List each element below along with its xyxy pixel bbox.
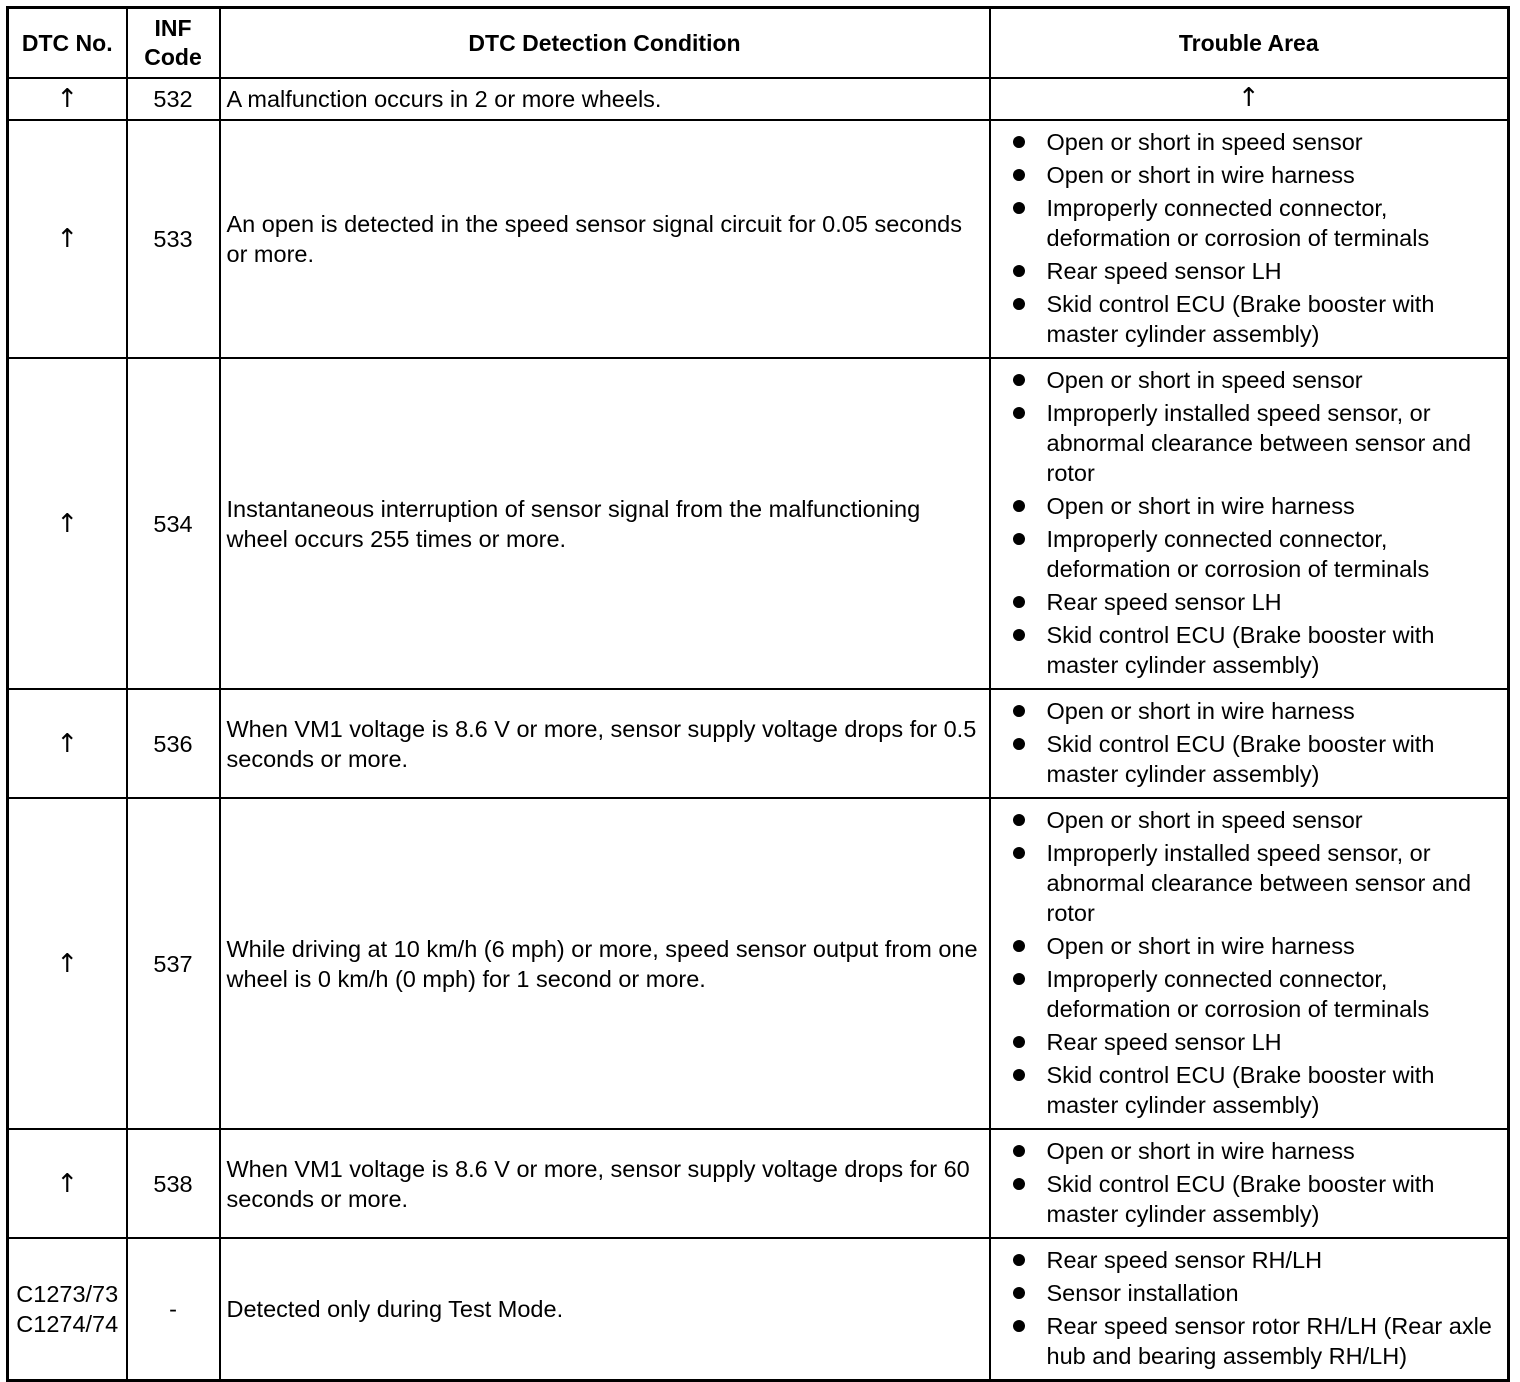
trouble-item: Skid control ECU (Brake booster with master cylinder assembly)	[995, 1169, 1504, 1229]
trouble-item: Skid control ECU (Brake booster with master cylinder assembly)	[995, 729, 1504, 789]
table-row	[8, 120, 1509, 358]
trouble-item: Rear speed sensor LH	[995, 587, 1504, 617]
condition-cell: When VM1 voltage is 8.6 V or more, sensor supply voltage drops for 60 seconds or more.	[220, 1129, 990, 1238]
trouble-area-cell	[990, 689, 1509, 798]
dtc-code: C1274/74	[16, 1311, 119, 1337]
dtc-cell	[8, 1129, 127, 1238]
inf-code-cell: 533	[127, 120, 220, 358]
header-condition: DTC Detection Condition	[220, 8, 990, 79]
dtc-cell	[8, 78, 127, 120]
table-row	[8, 1238, 1509, 1381]
trouble-list	[995, 805, 1504, 1120]
trouble-item: Skid control ECU (Brake booster with master cylinder assembly)	[995, 1060, 1504, 1120]
trouble-item: Open or short in speed sensor	[995, 127, 1504, 157]
trouble-item: Improperly installed speed sensor, or abnormal clearance between sensor and rotor	[995, 398, 1504, 488]
trouble-item: Open or short in speed sensor	[995, 805, 1504, 835]
table-row	[8, 689, 1509, 798]
ditto-arrow-icon: ↑	[1237, 83, 1260, 113]
trouble-list	[995, 1245, 1504, 1371]
trouble-item: Open or short in wire harness	[995, 160, 1504, 190]
trouble-item: Improperly installed speed sensor, or abnormal clearance between sensor and rotor	[995, 838, 1504, 928]
trouble-list	[995, 365, 1504, 680]
table-row	[8, 1129, 1509, 1238]
table-row	[8, 798, 1509, 1129]
inf-code-cell: 532	[127, 78, 220, 120]
trouble-item: Improperly connected connector, deformation or corrosion of terminals	[995, 964, 1504, 1024]
trouble-item: Open or short in wire harness	[995, 491, 1504, 521]
trouble-item: Improperly connected connector, deformation or corrosion of terminals	[995, 193, 1504, 253]
inf-code-cell: 538	[127, 1129, 220, 1238]
condition-cell: While driving at 10 km/h (6 mph) or more, speed sensor output from one wheel is 0 km/h (0 mph) for 1 second or more.	[220, 798, 990, 1129]
inf-code-cell: -	[127, 1238, 220, 1381]
header-row	[8, 8, 1509, 79]
trouble-list	[995, 1136, 1504, 1229]
inf-code-cell: 534	[127, 358, 220, 689]
dtc-cell	[8, 358, 127, 689]
header-inf-code	[127, 8, 220, 79]
header-trouble-area: Trouble Area	[990, 8, 1509, 79]
ditto-arrow-icon: ↑	[56, 508, 79, 539]
ditto-arrow-icon: ↑	[56, 1168, 79, 1199]
condition-cell: A malfunction occurs in 2 or more wheels.	[220, 78, 990, 120]
trouble-item: Sensor installation	[995, 1278, 1504, 1308]
trouble-area-cell	[990, 120, 1509, 358]
trouble-item: Rear speed sensor rotor RH/LH (Rear axle hub and bearing assembly RH/LH)	[995, 1311, 1504, 1371]
trouble-item: Skid control ECU (Brake booster with master cylinder assembly)	[995, 289, 1504, 349]
table-row	[8, 78, 1509, 120]
trouble-item: Open or short in speed sensor	[995, 365, 1504, 395]
trouble-area-cell	[990, 78, 1509, 120]
trouble-item: Rear speed sensor LH	[995, 256, 1504, 286]
condition-cell: When VM1 voltage is 8.6 V or more, sensor supply voltage drops for 0.5 seconds or more.	[220, 689, 990, 798]
header-inf-code-line1: INF	[154, 15, 192, 41]
condition-cell: An open is detected in the speed sensor signal circuit for 0.05 seconds or more.	[220, 120, 990, 358]
dtc-cell	[8, 689, 127, 798]
ditto-arrow-icon: ↑	[56, 948, 79, 979]
dtc-cell	[8, 120, 127, 358]
trouble-item: Improperly connected connector, deformation or corrosion of terminals	[995, 524, 1504, 584]
ditto-arrow-icon: ↑	[56, 224, 79, 254]
trouble-item: Open or short in wire harness	[995, 1136, 1504, 1166]
trouble-item: Skid control ECU (Brake booster with master cylinder assembly)	[995, 620, 1504, 680]
dtc-cell	[8, 798, 127, 1129]
trouble-list	[995, 696, 1504, 789]
header-inf-code-line2: Code	[144, 44, 202, 70]
trouble-list	[995, 127, 1504, 349]
ditto-arrow-icon: ↑	[56, 84, 79, 114]
trouble-item: Open or short in wire harness	[995, 696, 1504, 726]
header-dtc-no: DTC No.	[8, 8, 127, 79]
trouble-area-cell	[990, 1129, 1509, 1238]
dtc-cell	[8, 1238, 127, 1381]
trouble-item: Rear speed sensor RH/LH	[995, 1245, 1504, 1275]
ditto-arrow-icon: ↑	[56, 728, 79, 759]
trouble-area-cell	[990, 798, 1509, 1129]
condition-cell: Detected only during Test Mode.	[220, 1238, 990, 1381]
trouble-item: Open or short in wire harness	[995, 931, 1504, 961]
condition-cell: Instantaneous interruption of sensor signal from the malfunctioning wheel occurs 255 times or more.	[220, 358, 990, 689]
table-row	[8, 358, 1509, 689]
inf-code-cell: 536	[127, 689, 220, 798]
trouble-area-cell	[990, 358, 1509, 689]
inf-code-cell: 537	[127, 798, 220, 1129]
dtc-table	[6, 6, 1510, 1382]
trouble-item: Rear speed sensor LH	[995, 1027, 1504, 1057]
trouble-area-cell	[990, 1238, 1509, 1381]
dtc-code: C1273/73	[16, 1281, 119, 1307]
